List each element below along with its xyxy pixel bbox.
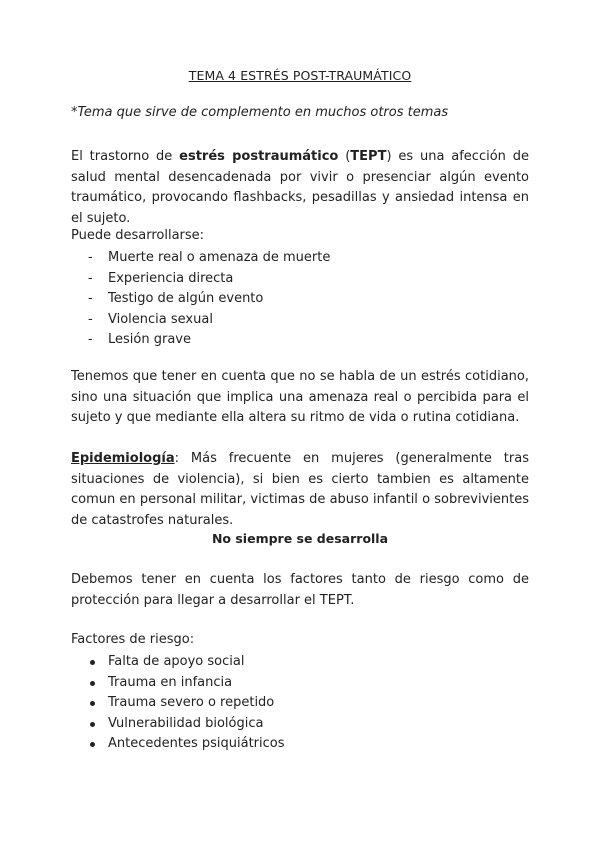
list-item-text: Testigo de algún evento xyxy=(108,291,264,306)
list-item-text: Trauma en infancia xyxy=(108,674,233,690)
intro-bold-term: estrés postraumático xyxy=(179,149,339,164)
intro-paragraph xyxy=(71,147,529,229)
list-item-text: Falta de apoyo social xyxy=(108,654,245,669)
dash-marker: - xyxy=(88,311,93,327)
intro-bold-acronym: TEPT xyxy=(350,149,387,164)
dash-marker: - xyxy=(88,291,93,306)
stress-paragraph: Tenemos que tener en cuenta que no se habla de un estrés cotidiano, sino una situación que implica una amenaza real o percibida para el sujeto y que mediante ella altera su ritmo de vida o rutina cotidiana. xyxy=(71,369,529,425)
list-item-text: Muerte real o amenaza de muerte xyxy=(108,250,331,265)
bullet-icon xyxy=(90,722,95,727)
list-item-text: Lesión grave xyxy=(108,332,191,347)
dash-marker: - xyxy=(88,270,93,286)
intro-pre: El trastorno de xyxy=(71,149,180,164)
bullet-icon xyxy=(90,660,95,665)
dash-marker: - xyxy=(88,250,93,265)
list-item-text: Experiencia directa xyxy=(108,270,234,286)
subtitle-note: *Tema que sirve de complemento en muchos otros temas xyxy=(71,105,449,120)
bullet-icon xyxy=(90,681,95,686)
risk-label: Factores de riesgo: xyxy=(71,632,195,647)
page-title: TEMA 4 ESTRÉS POST-TRAUMÁTICO xyxy=(188,68,412,83)
epidemiology-paragraph xyxy=(71,449,529,531)
epidemiology-term: Epidemiología xyxy=(71,451,175,466)
bullet-icon xyxy=(90,742,95,747)
list-item-text: Violencia sexual xyxy=(108,311,213,327)
not-always-heading: No siempre se desarrolla xyxy=(211,531,389,546)
list-item-text: Trauma severo o repetido xyxy=(108,695,275,710)
list-item-text: Vulnerabilidad biológica xyxy=(108,715,264,731)
develop-label: Puede desarrollarse: xyxy=(71,228,205,243)
list-item-text: Antecedentes psiquiátricos xyxy=(108,736,285,751)
bullet-icon xyxy=(90,701,95,706)
intro-mid: ( xyxy=(338,149,351,164)
factors-paragraph: Debemos tener en cuenta los factores tanto de riesgo como de protección para llegar a desarrollar el TEPT. xyxy=(71,572,529,608)
dash-marker: - xyxy=(88,332,93,347)
epidemiology-text: : Más frecuente en mujeres (generalmente tras situaciones de violencia), si bien es cierto tambien es altamente comun en personal militar, victimas de abuso infantil o sobrevivientes de catastrofes naturales. xyxy=(71,451,529,528)
intro-post: ) es una afección de salud mental desencadenada por vivir o presenciar algún evento traumático, provocando flashbacks, pesadillas y ansiedad intensa en el sujeto. xyxy=(71,149,529,226)
